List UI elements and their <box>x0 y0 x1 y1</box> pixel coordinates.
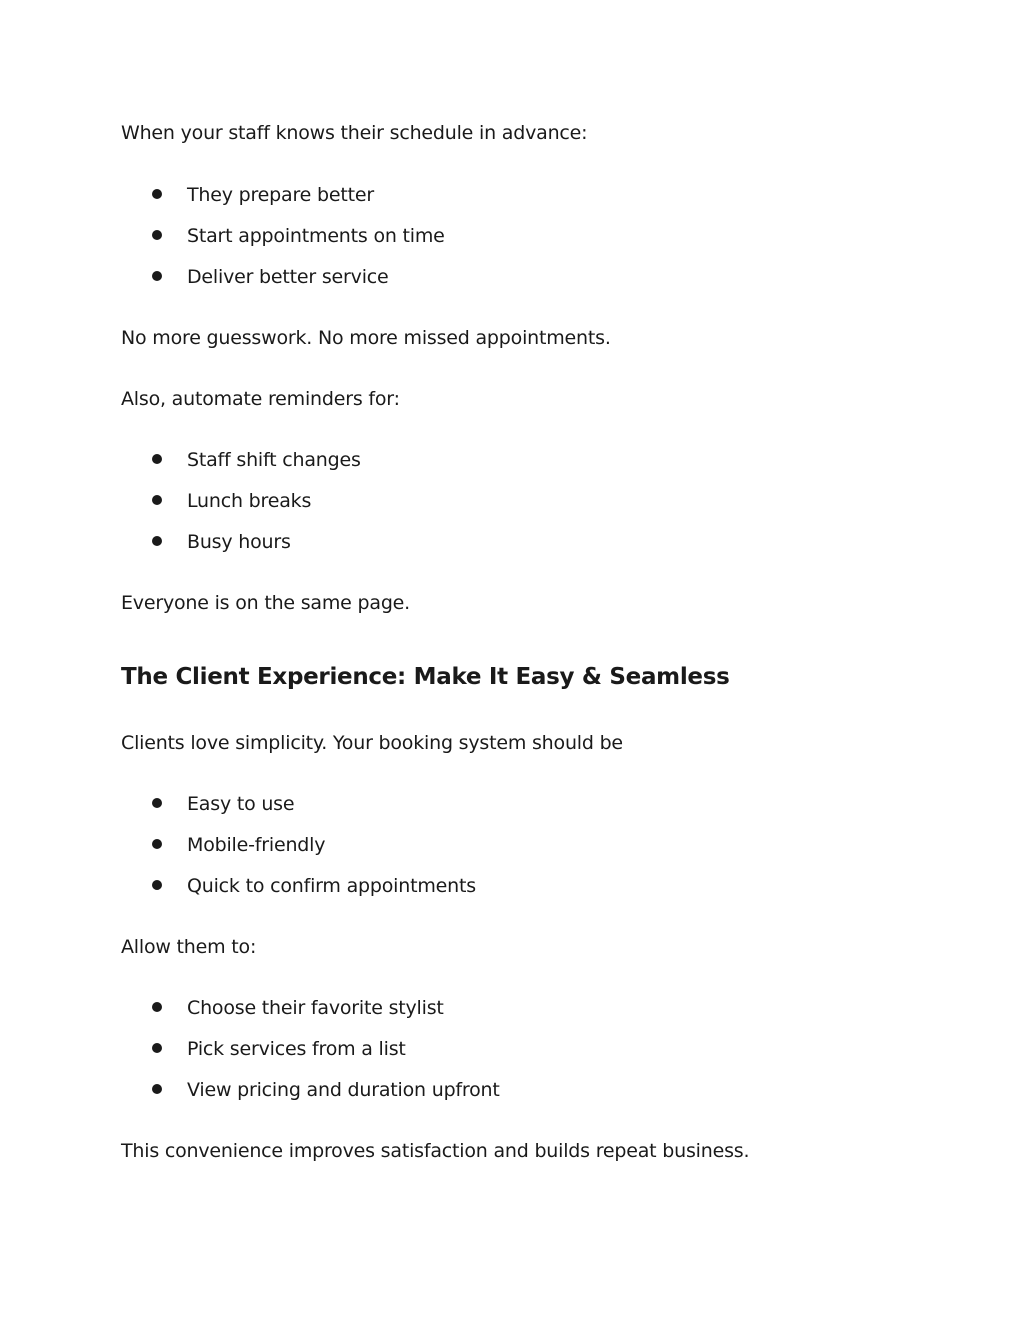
list-item <box>150 874 476 898</box>
bullet-icon <box>152 271 162 281</box>
paragraph-no-guesswork: No more guesswork. No more missed appointments. <box>121 327 611 349</box>
list-item-text: Start appointments on time <box>187 225 445 247</box>
bullet-icon <box>152 454 162 464</box>
paragraph-staff-schedule-intro: When your staff knows their schedule in advance: <box>121 122 588 144</box>
paragraph-clients-simplicity: Clients love simplicity. Your booking system should be <box>121 732 623 754</box>
bullet-icon <box>152 189 162 199</box>
list-item <box>150 833 325 857</box>
bullet-icon <box>152 798 162 808</box>
list-item-text: Pick services from a list <box>187 1038 406 1060</box>
bullet-icon <box>152 230 162 240</box>
list-item-text: Staff shift changes <box>187 449 361 471</box>
bullet-icon <box>152 1002 162 1012</box>
list-item-text: Busy hours <box>187 531 291 553</box>
list-item-text: Quick to confirm appointments <box>187 875 476 897</box>
list-item <box>150 448 361 472</box>
list-item-text: Lunch breaks <box>187 490 312 512</box>
list-item <box>150 996 444 1020</box>
list-item-text: Deliver better service <box>187 266 389 288</box>
list-item <box>150 489 311 513</box>
list-item <box>150 1078 500 1102</box>
list-item-text: They prepare better <box>187 184 374 206</box>
list-item <box>150 1037 406 1061</box>
section-heading: The Client Experience: Make It Easy & Seamless <box>121 664 730 690</box>
list-item-text: Mobile-friendly <box>187 834 326 856</box>
paragraph-same-page: Everyone is on the same page. <box>121 592 411 614</box>
bullet-icon <box>152 1043 162 1053</box>
list-item-text: Easy to use <box>187 793 295 815</box>
bullet-icon <box>152 536 162 546</box>
paragraph-allow-them: Allow them to: <box>121 936 257 958</box>
list-item-text: Choose their favorite stylist <box>187 997 444 1019</box>
bullet-icon <box>152 839 162 849</box>
list-item-text: View pricing and duration upfront <box>187 1079 500 1101</box>
bullet-icon <box>152 880 162 890</box>
paragraph-convenience: This convenience improves satisfaction and builds repeat business. <box>121 1140 750 1162</box>
bullet-icon <box>152 495 162 505</box>
list-item <box>150 183 374 207</box>
list-item <box>150 792 294 816</box>
paragraph-reminders-intro: Also, automate reminders for: <box>121 388 400 410</box>
list-item <box>150 224 445 248</box>
bullet-icon <box>152 1084 162 1094</box>
list-item <box>150 265 389 289</box>
list-item <box>150 530 291 554</box>
